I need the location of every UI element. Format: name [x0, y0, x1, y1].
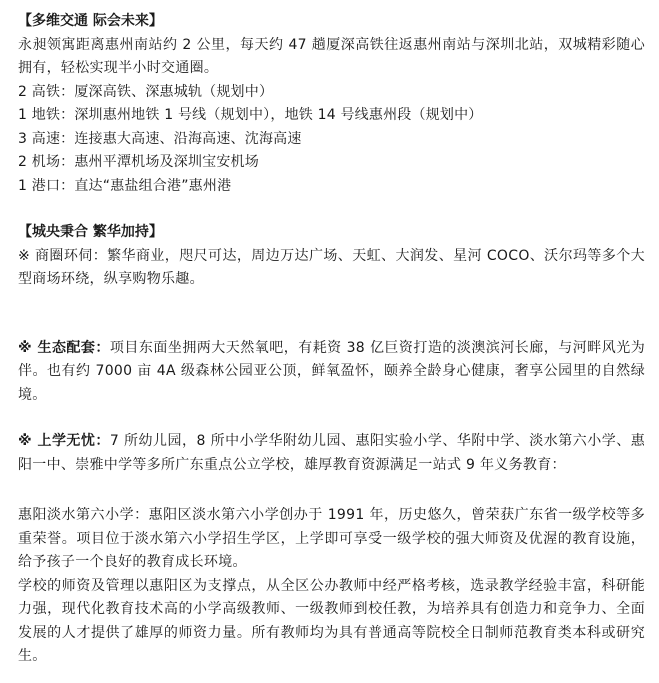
spacer: [18, 407, 645, 430]
section-heading-transport: 【多维交通 际会未来】: [18, 13, 163, 29]
ecology-label: ※ 生态配套：: [18, 339, 110, 356]
commerce-paragraph: ※ 商圈环伺：繁华商业，咫尺可达，周边万达广场、天虹、大润发、星河 COCO、沃尔玛等多个大型商场环绕，纵享购物乐趣。: [18, 247, 645, 287]
spacer: [18, 477, 645, 504]
spacer: [18, 292, 645, 337]
ecology-paragraph: [18, 337, 645, 408]
transport-line-railway: 2 高铁：厦深高铁、深惠城轨（规划中）: [18, 83, 274, 100]
transport-intro-paragraph: 永昶领寓距离惠州南站约 2 公里，每天约 47 趟厦深高铁往返惠州南站与深圳北站，双城精彩随心拥有，轻松实现半小时交通圈。: [18, 36, 645, 76]
transport-line-port: 1 港口：直达“惠盐组合港”惠州港: [18, 177, 232, 194]
transport-line-metro: 1 地铁：深圳惠州地铁 1 号线（规划中），地铁 14 号线惠州段（规划中）: [18, 107, 483, 123]
transport-line-highway: 3 高速：连接惠大高速、沿海高速、沈海高速: [18, 130, 302, 147]
ecology-text: 项目东面坐拥两大天然氧吧，有耗资 38 亿巨资打造的淡澳滨河长廊，与河畔风光为伴。也有约 7000 亩 4A 级森林公园亚公顶，鲜氧盈怀，颐养全龄身心健康，奢享公园里的自然绿境。: [18, 339, 645, 403]
education-paragraph: [18, 430, 645, 477]
school-intro-paragraph: 惠阳淡水第六小学：惠阳区淡水第六小学创办于 1991 年，历史悠久，曾荣获广东省一级学校等多重荣誉。项目位于淡水第六小学招生学区，上学即可享受一级学校的强大师资及优渥的教育设施，给予孩子一个良好的教育成长环境。: [18, 507, 645, 570]
education-label: ※ 上学无忧：: [18, 433, 110, 449]
education-text: 7 所幼儿园，8 所中小学华附幼儿园、惠阳实验小学、华附中学、淡水第六小学、惠阳一中、崇雅中学等多所广东重点公立学校，雄厚教育资源满足一站式 9 年义务教育：: [18, 433, 645, 473]
school-staff-paragraph: 学校的师资及管理以惠阳区为支撑点，从全区公办教师中经严格考核，选录教学经验丰富，科研能力强，现代化教育技术高的小学高级教师、一级教师到校任教，为培养具有创造力和竞争力、全面发展的人才提供了雄厚的师资力量。所有教师均为具有普通高等院校全日制师范教育类本科或研究生。: [18, 577, 645, 664]
section-heading-commerce: 【城央秉合 繁华加持】: [18, 224, 163, 240]
spacer: [18, 198, 645, 221]
transport-line-airport: 2 机场：惠州平潭机场及深圳宝安机场: [18, 154, 259, 170]
